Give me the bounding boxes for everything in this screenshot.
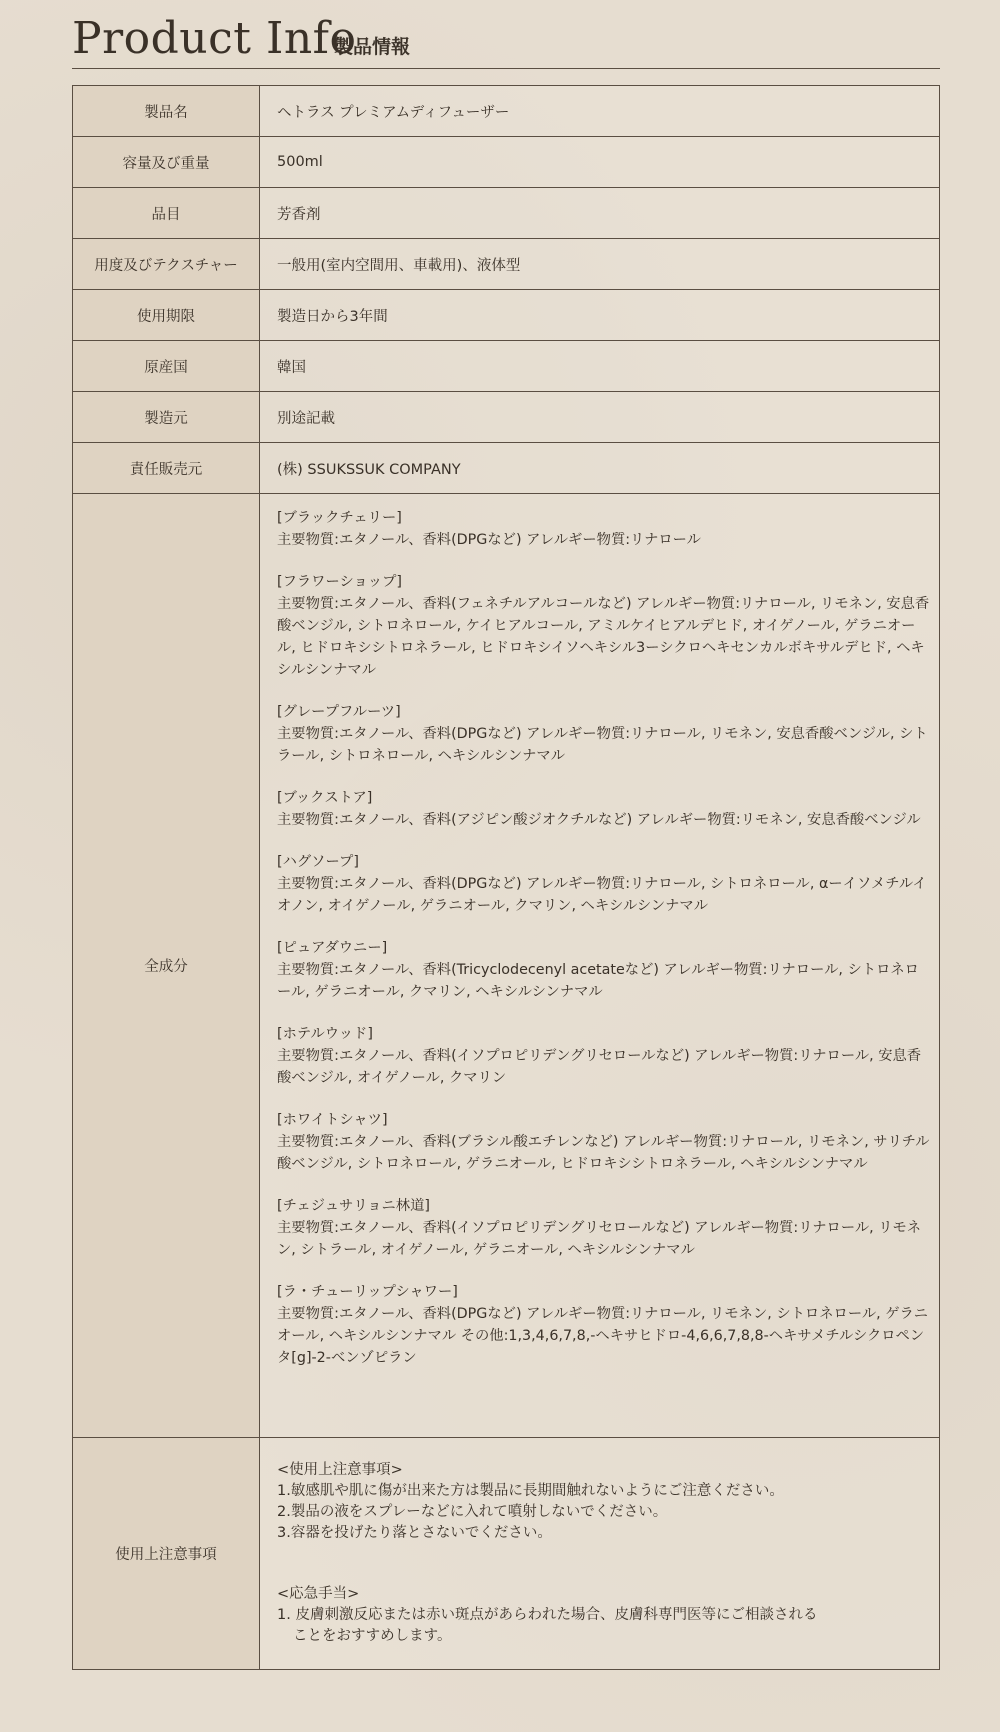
ingredient-text: 主要物質:エタノール、香料(ブラシル酸エチレンなど) アレルギー物質:リナロール, リモネン, サリチル酸ベンジル, シトロネロール, ゲラニオール, ヒドロキシシトロネラール, ヘキシルシンナマル	[277, 1134, 930, 1172]
ingredient-name: [ハグソープ]	[277, 854, 359, 870]
row-label: 使用上注意事項	[73, 1438, 260, 1670]
row-label: 製造元	[73, 392, 260, 443]
list-item	[277, 1281, 933, 1369]
first-aid-heading: <応急手当>	[277, 1586, 360, 1602]
ingredient-name: [ホテルウッド]	[277, 1026, 373, 1042]
list-item: 1. 皮膚刺激反応または赤い斑点があらわれた場合、皮膚科専門医等にご相談される	[277, 1607, 818, 1623]
list-item-continuation: ことをおすすめします。	[293, 1628, 452, 1644]
row-value: 500ml	[260, 137, 940, 188]
row-value: (株) SSUKSSUK COMPANY	[260, 443, 940, 494]
table-row-manufacturer	[73, 392, 940, 443]
list-item	[277, 1109, 933, 1175]
caution-heading: <使用上注意事項>	[277, 1462, 403, 1478]
ingredient-text: 主要物質:エタノール、香料(イソプロピリデングリセロールなど) アレルギー物質:リナロール, 安息香酸ベンジル, オイゲノール, クマリン	[277, 1048, 922, 1086]
table-row-product-name	[73, 86, 940, 137]
ingredient-text: 主要物質:エタノール、香料(イソプロピリデングリセロールなど) アレルギー物質:リナロール, リモネン, シトラール, オイゲノール, ゲラニオール, ヘキシルシンナマル	[277, 1220, 922, 1258]
ingredient-name: [ブックストア]	[277, 790, 373, 806]
table-row-caution	[73, 1438, 940, 1670]
ingredient-name: [チェジュサリョニ林道]	[277, 1198, 430, 1214]
list-item	[277, 1195, 933, 1261]
list-item	[277, 937, 933, 1003]
list-item: 2.製品の液をスプレーなどに入れて噴射しないでください。	[277, 1504, 668, 1520]
page-subtitle: 製品情報	[334, 36, 411, 58]
row-value: 製造日から3年間	[260, 290, 940, 341]
ingredient-text: 主要物質:エタノール、香料(Tricyclodecenyl acetateなど) アレルギー物質:リナロール, シトロネロール, ゲラニオール, クマリン, ヘキシルシンナマル	[277, 962, 919, 1000]
row-label: 品目	[73, 188, 260, 239]
ingredient-text: 主要物質:エタノール、香料(DPGなど) アレルギー物質:リナロール, リモネン, 安息香酸ベンジル, シトラール, シトロネロール, ヘキシルシンナマル	[277, 726, 928, 764]
row-label: 原産国	[73, 341, 260, 392]
ingredient-name: [ラ・チューリップシャワー]	[277, 1284, 458, 1300]
row-label: 責任販売元	[73, 443, 260, 494]
table-row-ingredients	[73, 494, 940, 1438]
list-item	[277, 1023, 933, 1089]
ingredient-name: [ピュアダウニー]	[277, 940, 388, 956]
row-value: 芳香剤	[260, 188, 940, 239]
spacer	[277, 1544, 939, 1584]
list-item	[277, 787, 933, 831]
ingredient-name: [フラワーショップ]	[277, 574, 402, 590]
list-item	[277, 701, 933, 767]
table-row-origin	[73, 341, 940, 392]
ingredient-text: 主要物質:エタノール、香料(フェネチルアルコールなど) アレルギー物質:リナロール, リモネン, 安息香酸ベンジル, シトロネロール, ケイヒアルコール, アミルケイヒアルデヒド, オイゲノール, ゲラニオール, ヒドロキシシトロネラール, ヒドロキシイソヘキシル3ーシクロヘキセンカルボキサルデヒド, ヘキシルシンナマル	[277, 596, 930, 678]
row-label: 用度及びテクスチャー	[73, 239, 260, 290]
row-value: ヘトラス プレミアムディフューザー	[260, 86, 940, 137]
table-row-expiry	[73, 290, 940, 341]
list-item	[277, 851, 933, 917]
ingredient-text: 主要物質:エタノール、香料(DPGなど) アレルギー物質:リナロール, シトロネロール, αーイソメチルイオノン, オイゲノール, ゲラニオール, クマリン, ヘキシルシンナマル	[277, 876, 927, 914]
row-label: 使用期限	[73, 290, 260, 341]
row-value: 韓国	[260, 341, 940, 392]
table-row-usage	[73, 239, 940, 290]
table-row-volume	[73, 137, 940, 188]
ingredient-text: 主要物質:エタノール、香料(アジピン酸ジオクチルなど) アレルギー物質:リモネン, 安息香酸ベンジル	[277, 812, 921, 828]
table-row-distributor	[73, 443, 940, 494]
list-item	[277, 571, 933, 681]
ingredient-text: 主要物質:エタノール、香料(DPGなど) アレルギー物質:リナロール, リモネン, シトロネロール, ゲラニオール, ヘキシルシンナマル その他:1,3,4,6,7,8,-ヘキサヒドロ-4,6,6,7,8,8-ヘキサメチルシクロペンタ[g]-2-ベンゾピラン	[277, 1306, 929, 1366]
row-label: 容量及び重量	[73, 137, 260, 188]
ingredients-list	[260, 494, 940, 1438]
row-label: 製品名	[73, 86, 260, 137]
ingredient-name: [ブラックチェリー]	[277, 510, 402, 526]
list-item: 1.敏感肌や肌に傷が出来た方は製品に長期間触れないようにご注意ください。	[277, 1483, 784, 1499]
row-value: 一般用(室内空間用、車載用)、液体型	[260, 239, 940, 290]
ingredient-name: [グレープフルーツ]	[277, 704, 401, 720]
ingredient-text: 主要物質:エタノール、香料(DPGなど) アレルギー物質:リナロール	[277, 532, 701, 548]
row-value: 別途記載	[260, 392, 940, 443]
caution-content	[260, 1438, 940, 1670]
page-header	[72, 14, 940, 69]
list-item: 3.容器を投げたり落とさないでください。	[277, 1525, 552, 1541]
product-info-table	[72, 85, 940, 1670]
row-label: 全成分	[73, 494, 260, 1438]
list-item	[277, 507, 933, 551]
page-title: Product Info	[72, 13, 357, 64]
table-row-category	[73, 188, 940, 239]
ingredient-name: [ホワイトシャツ]	[277, 1112, 388, 1128]
